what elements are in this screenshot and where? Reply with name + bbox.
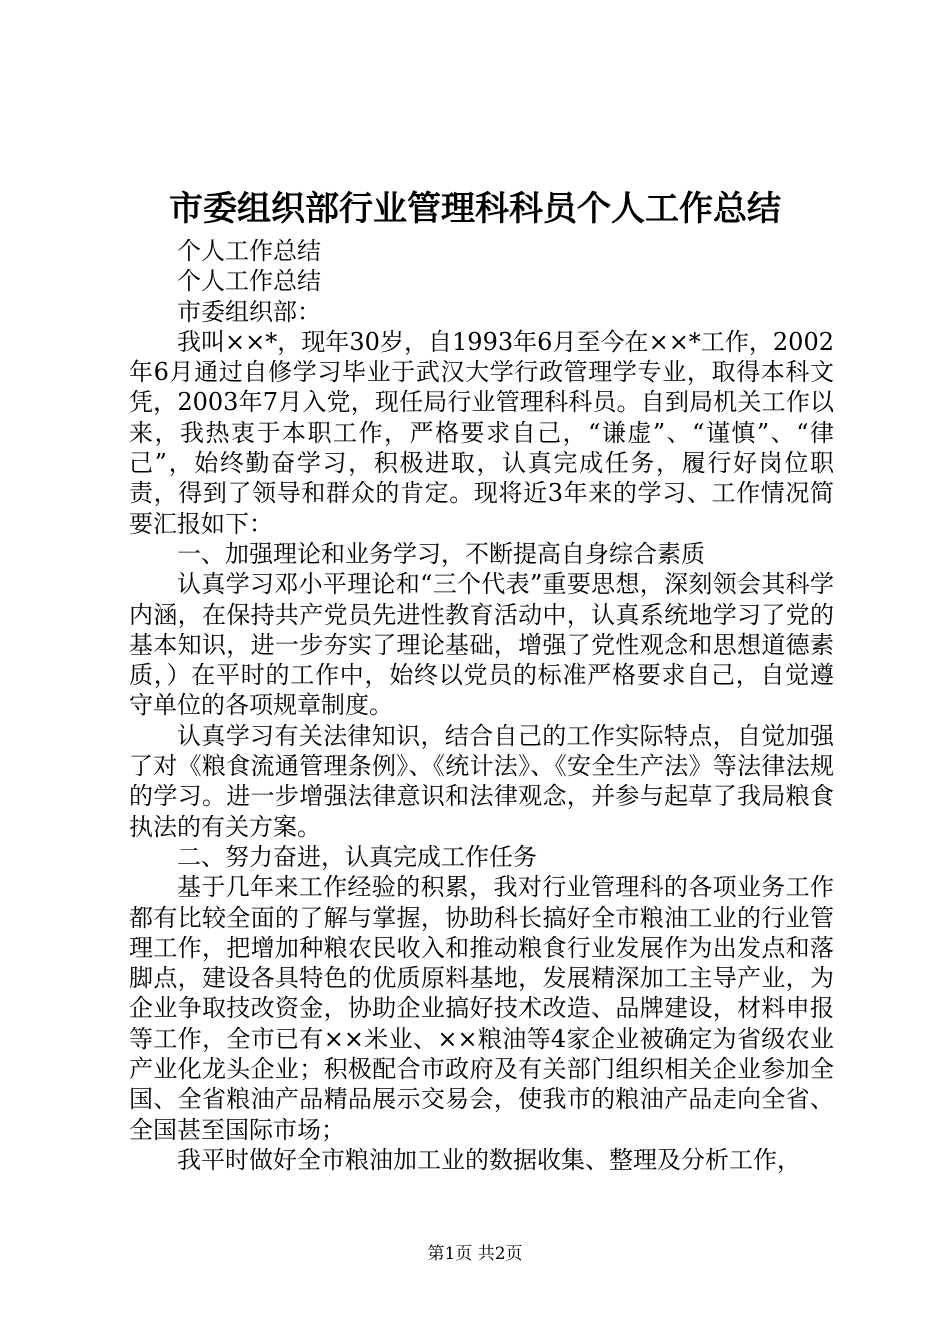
section-heading-2: 二、努力奋进，认真完成工作任务 (177, 842, 537, 871)
paragraph-work-tasks: 基于几年来工作经验的积累，我对行业管理科的各项业务工作都有比较全面的了解与掌握，协助科长搞好全市粮油工业的行业管理工作，把增加种粮农民收入和推动粮食行业发展作为出发点和落脚点，建设各具特色的优质原料基地，发展精深加工主导产业，为企业争取技改资金，协助企业搞好技术改造、品牌建设，材料申报等工作，全市已有××米业、××粮油等4家企业被确定为省级农业产业化龙头企业；积极配合市政府及有关部门组织相关企业参加全国、全省粮油产品精品展示交易会，使我市的粮油产品走向全省、全国甚至国际市场； (129, 873, 834, 1144)
paragraph-heading-1: 个人工作总结 (177, 237, 321, 265)
document-body (129, 236, 834, 1175)
paragraph-data-work: 我平时做好全市粮油加工业的数据收集、整理及分析工作， (177, 1145, 801, 1174)
paragraph-heading-2: 个人工作总结 (177, 267, 321, 296)
paragraph-theory-study: 认真学习邓小平理论和“三个代表”重要思想，深刻领会其科学内涵，在保持共产党员先进性教育活动中，认真系统地学习了党的基本知识，进一步夯实了理论基础，增强了党性观念和思想道德素质，）在平时的工作中，始终以党员的标准严格要求自己，自觉遵守单位的各项规章制度。 (129, 570, 834, 720)
page-footer: 第1页 共2页 (427, 1244, 523, 1264)
paragraph-salutation: 市委组织部： (177, 297, 321, 326)
paragraph-intro: 我叫××*，现年30岁，自1993年6月至今在××*工作，2002年6月通过自修学习毕业于武汉大学行政管理学专业，取得本科文凭，2003年7月入党，现任局行业管理科科员。自到局机关工作以来，我热衷于本职工作，严格要求自己，“谦虚”、“谨慎”、“律己”，始终勤奋学习，积极进取，认真完成任务，履行好岗位职责，得到了领导和群众的肯定。现将近3年来的学习、工作情况简要汇报如下： (129, 327, 834, 538)
section-heading-1: 一、加强理论和业务学习，不断提高自身综合素质 (177, 539, 705, 568)
paragraph-law-study: 认真学习有关法律知识，结合自己的工作实际特点，自觉加强了对《粮食流通管理条例》、《统计法》、《安全生产法》等法律法规的学习。进一步增强法律意识和法律观念，并参与起草了我局粮食执法的有关方案。 (129, 721, 834, 841)
document-title: 市委组织部行业管理科科员个人工作总结 (169, 189, 781, 229)
